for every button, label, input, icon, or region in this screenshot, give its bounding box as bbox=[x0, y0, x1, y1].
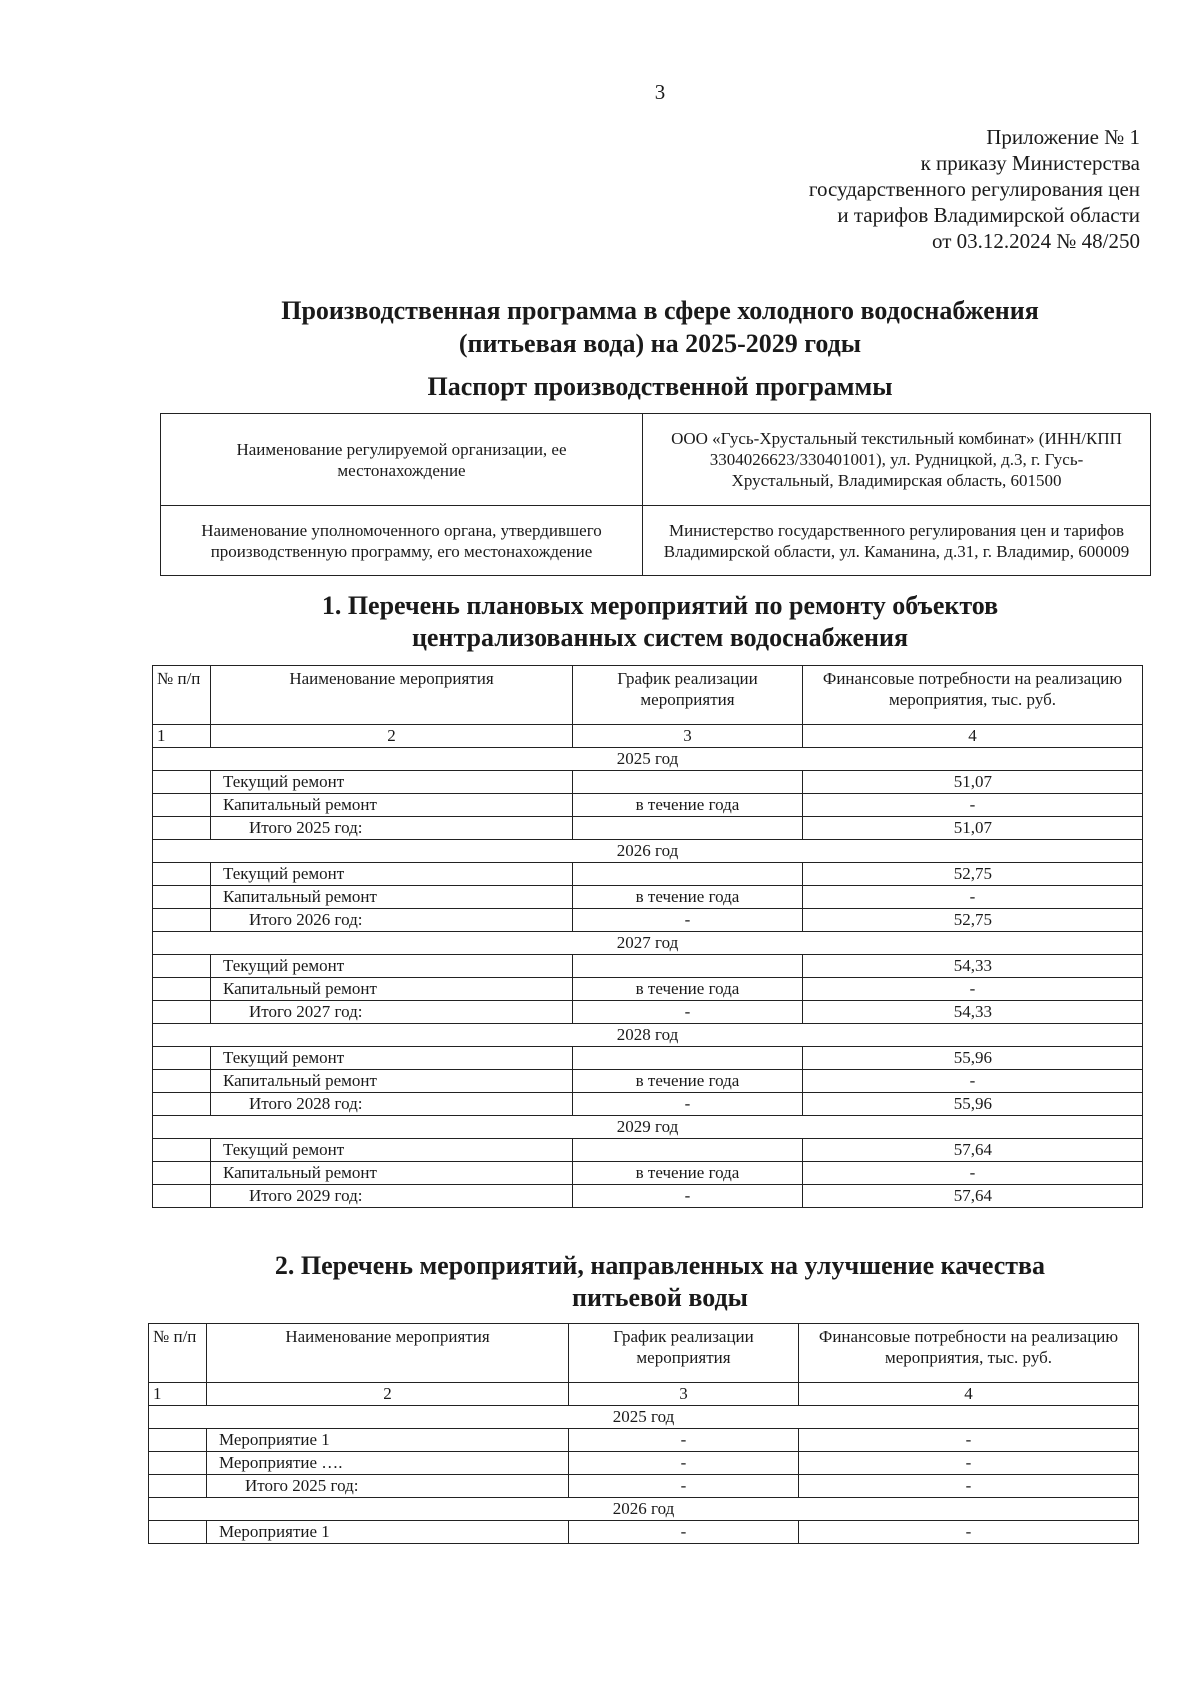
schedule-cell bbox=[573, 1139, 803, 1162]
activity-name: Текущий ремонт bbox=[211, 771, 573, 794]
activity-name: Итого 2026 год: bbox=[211, 909, 573, 932]
schedule-cell: - bbox=[573, 1001, 803, 1024]
row-number-cell bbox=[153, 1001, 211, 1024]
column-header: Финансовые потребности на реализацию мероприятия, тыс. руб. bbox=[803, 666, 1143, 725]
passport-label: Наименование регулируемой организации, ее местонахождение bbox=[161, 414, 643, 506]
table-row bbox=[153, 886, 1143, 909]
year-row bbox=[153, 840, 1143, 863]
amount-cell: 52,75 bbox=[803, 863, 1143, 886]
amount-cell: - bbox=[803, 886, 1143, 909]
column-number: 3 bbox=[569, 1383, 799, 1406]
column-header: График реализации мероприятия bbox=[569, 1324, 799, 1383]
row-number-cell bbox=[153, 1139, 211, 1162]
passport-label: Наименование уполномоченного органа, утвердившего производственную программу, его местонахождение bbox=[161, 506, 643, 576]
column-header: Наименование мероприятия bbox=[211, 666, 573, 725]
section-1-title-line1: 1. Перечень плановых мероприятий по ремонту объектов bbox=[321, 591, 999, 620]
schedule-cell: - bbox=[569, 1452, 799, 1475]
amount-cell: 55,96 bbox=[803, 1093, 1143, 1116]
year-row bbox=[153, 1024, 1143, 1047]
table-row bbox=[149, 1521, 1139, 1544]
activity-name: Капитальный ремонт bbox=[211, 886, 573, 909]
amount-cell: 57,64 bbox=[803, 1185, 1143, 1208]
section-2-title bbox=[150, 1250, 1170, 1314]
activity-name: Итого 2025 год: bbox=[207, 1475, 569, 1498]
row-number-cell bbox=[153, 955, 211, 978]
row-number-cell bbox=[153, 1047, 211, 1070]
year-row bbox=[149, 1498, 1139, 1521]
amount-cell: - bbox=[803, 978, 1143, 1001]
column-header: № п/п bbox=[149, 1324, 207, 1383]
section-1-title bbox=[150, 590, 1170, 654]
activity-name: Мероприятие …. bbox=[207, 1452, 569, 1475]
activity-name: Капитальный ремонт bbox=[211, 978, 573, 1001]
passport-value: Министерство государственного регулирования цен и тарифов Владимирской области, ул. Каманина, д.31, г. Владимир, 600009 bbox=[643, 506, 1151, 576]
schedule-cell: в течение года bbox=[573, 978, 803, 1001]
year-row bbox=[153, 932, 1143, 955]
activity-name: Мероприятие 1 bbox=[207, 1429, 569, 1452]
year-label: 2026 год bbox=[149, 1498, 1139, 1521]
appendix-line: государственного регулирования цен bbox=[808, 177, 1140, 201]
table-row bbox=[153, 1162, 1143, 1185]
table-row bbox=[153, 955, 1143, 978]
row-number-cell bbox=[153, 863, 211, 886]
table-row bbox=[153, 978, 1143, 1001]
schedule-cell: в течение года bbox=[573, 1162, 803, 1185]
activity-name: Капитальный ремонт bbox=[211, 1070, 573, 1093]
schedule-cell: - bbox=[569, 1429, 799, 1452]
activity-name: Итого 2025 год: bbox=[211, 817, 573, 840]
activity-name: Текущий ремонт bbox=[211, 955, 573, 978]
activity-name: Капитальный ремонт bbox=[211, 794, 573, 817]
row-number-cell bbox=[153, 1070, 211, 1093]
year-row bbox=[153, 748, 1143, 771]
appendix-block bbox=[700, 124, 1140, 254]
table-row bbox=[153, 1047, 1143, 1070]
schedule-cell: - bbox=[573, 1093, 803, 1116]
schedule-cell: - bbox=[569, 1475, 799, 1498]
table-row bbox=[153, 863, 1143, 886]
column-number: 3 bbox=[573, 725, 803, 748]
total-row bbox=[153, 1001, 1143, 1024]
amount-cell: 52,75 bbox=[803, 909, 1143, 932]
year-label: 2025 год bbox=[149, 1406, 1139, 1429]
document-title-line1: Производственная программа в сфере холодного водоснабжения bbox=[281, 296, 1039, 325]
schedule-cell bbox=[573, 771, 803, 794]
total-row bbox=[153, 909, 1143, 932]
year-label: 2025 год bbox=[153, 748, 1143, 771]
amount-cell: - bbox=[799, 1475, 1139, 1498]
row-number-cell bbox=[153, 817, 211, 840]
passport-row bbox=[161, 506, 1151, 576]
table-header-row bbox=[153, 666, 1143, 725]
row-number-cell bbox=[153, 909, 211, 932]
schedule-cell bbox=[573, 955, 803, 978]
appendix-line: Приложение № 1 bbox=[986, 125, 1140, 149]
document-title-line2: (питьевая вода) на 2025-2029 годы bbox=[458, 329, 862, 358]
appendix-line: и тарифов Владимирской области bbox=[837, 203, 1140, 227]
year-label: 2029 год bbox=[153, 1116, 1143, 1139]
row-number-cell bbox=[149, 1452, 207, 1475]
section-1-title-line2: централизованных систем водоснабжения bbox=[411, 623, 909, 652]
page-number: 3 bbox=[654, 80, 666, 104]
amount-cell: 54,33 bbox=[803, 955, 1143, 978]
schedule-cell: в течение года bbox=[573, 1070, 803, 1093]
column-number-row bbox=[153, 725, 1143, 748]
activity-name: Текущий ремонт bbox=[211, 1139, 573, 1162]
table-row bbox=[149, 1452, 1139, 1475]
table-row bbox=[149, 1429, 1139, 1452]
year-row bbox=[153, 1116, 1143, 1139]
row-number-cell bbox=[153, 794, 211, 817]
total-row bbox=[153, 1093, 1143, 1116]
column-number: 2 bbox=[211, 725, 573, 748]
row-number-cell bbox=[153, 1093, 211, 1116]
row-number-cell bbox=[149, 1429, 207, 1452]
activity-name: Итого 2028 год: bbox=[211, 1093, 573, 1116]
row-number-cell bbox=[149, 1475, 207, 1498]
amount-cell: - bbox=[803, 1162, 1143, 1185]
column-number: 1 bbox=[149, 1383, 207, 1406]
column-number: 4 bbox=[799, 1383, 1139, 1406]
appendix-line: к приказу Министерства bbox=[920, 151, 1140, 175]
row-number-cell bbox=[153, 978, 211, 1001]
schedule-cell bbox=[573, 863, 803, 886]
year-label: 2027 год bbox=[153, 932, 1143, 955]
table-row bbox=[153, 1070, 1143, 1093]
activity-name: Текущий ремонт bbox=[211, 1047, 573, 1070]
passport-value: ООО «Гусь-Хрустальный текстильный комбинат» (ИНН/КПП 3304026623/330401001), ул. Рудницкой, д.3, г. Гусь-Хрустальный, Владимирская область, 601500 bbox=[643, 414, 1151, 506]
schedule-cell: - bbox=[573, 1185, 803, 1208]
column-number-row bbox=[149, 1383, 1139, 1406]
total-row bbox=[153, 1185, 1143, 1208]
table-row bbox=[153, 771, 1143, 794]
column-number: 1 bbox=[153, 725, 211, 748]
amount-cell: - bbox=[803, 1070, 1143, 1093]
schedule-cell bbox=[573, 1047, 803, 1070]
year-label: 2026 год bbox=[153, 840, 1143, 863]
amount-cell: - bbox=[799, 1452, 1139, 1475]
appendix-line: от 03.12.2024 № 48/250 bbox=[931, 229, 1140, 253]
column-number: 2 bbox=[207, 1383, 569, 1406]
column-header: График реализации мероприятия bbox=[573, 666, 803, 725]
water-quality-activities-table bbox=[148, 1323, 1139, 1544]
total-row bbox=[153, 817, 1143, 840]
row-number-cell bbox=[153, 886, 211, 909]
document-title bbox=[150, 294, 1170, 360]
repair-activities-table bbox=[152, 665, 1143, 1208]
schedule-cell: в течение года bbox=[573, 886, 803, 909]
section-2-title-line2: питьевой воды bbox=[572, 1283, 748, 1312]
year-label: 2028 год bbox=[153, 1024, 1143, 1047]
activity-name: Текущий ремонт bbox=[211, 863, 573, 886]
schedule-cell bbox=[573, 817, 803, 840]
activity-name: Итого 2029 год: bbox=[211, 1185, 573, 1208]
column-header: Наименование мероприятия bbox=[207, 1324, 569, 1383]
amount-cell: - bbox=[799, 1521, 1139, 1544]
table-row bbox=[153, 1139, 1143, 1162]
passport-table bbox=[160, 413, 1151, 576]
amount-cell: 57,64 bbox=[803, 1139, 1143, 1162]
amount-cell: - bbox=[803, 794, 1143, 817]
schedule-cell: - bbox=[569, 1521, 799, 1544]
table-row bbox=[153, 794, 1143, 817]
column-header: Финансовые потребности на реализацию мероприятия, тыс. руб. bbox=[799, 1324, 1139, 1383]
section-2-title-line1: 2. Перечень мероприятий, направленных на улучшение качества bbox=[274, 1251, 1046, 1280]
total-row bbox=[149, 1475, 1139, 1498]
year-row bbox=[149, 1406, 1139, 1429]
amount-cell: 51,07 bbox=[803, 817, 1143, 840]
column-header: № п/п bbox=[153, 666, 211, 725]
column-number: 4 bbox=[803, 725, 1143, 748]
schedule-cell: в течение года bbox=[573, 794, 803, 817]
table-header-row bbox=[149, 1324, 1139, 1383]
activity-name: Мероприятие 1 bbox=[207, 1521, 569, 1544]
amount-cell: 54,33 bbox=[803, 1001, 1143, 1024]
activity-name: Капитальный ремонт bbox=[211, 1162, 573, 1185]
amount-cell: 51,07 bbox=[803, 771, 1143, 794]
row-number-cell bbox=[149, 1521, 207, 1544]
passport-title: Паспорт производственной программы bbox=[427, 372, 893, 401]
activity-name: Итого 2027 год: bbox=[211, 1001, 573, 1024]
amount-cell: - bbox=[799, 1429, 1139, 1452]
row-number-cell bbox=[153, 771, 211, 794]
schedule-cell: - bbox=[573, 909, 803, 932]
row-number-cell bbox=[153, 1185, 211, 1208]
passport-row bbox=[161, 414, 1151, 506]
row-number-cell bbox=[153, 1162, 211, 1185]
amount-cell: 55,96 bbox=[803, 1047, 1143, 1070]
